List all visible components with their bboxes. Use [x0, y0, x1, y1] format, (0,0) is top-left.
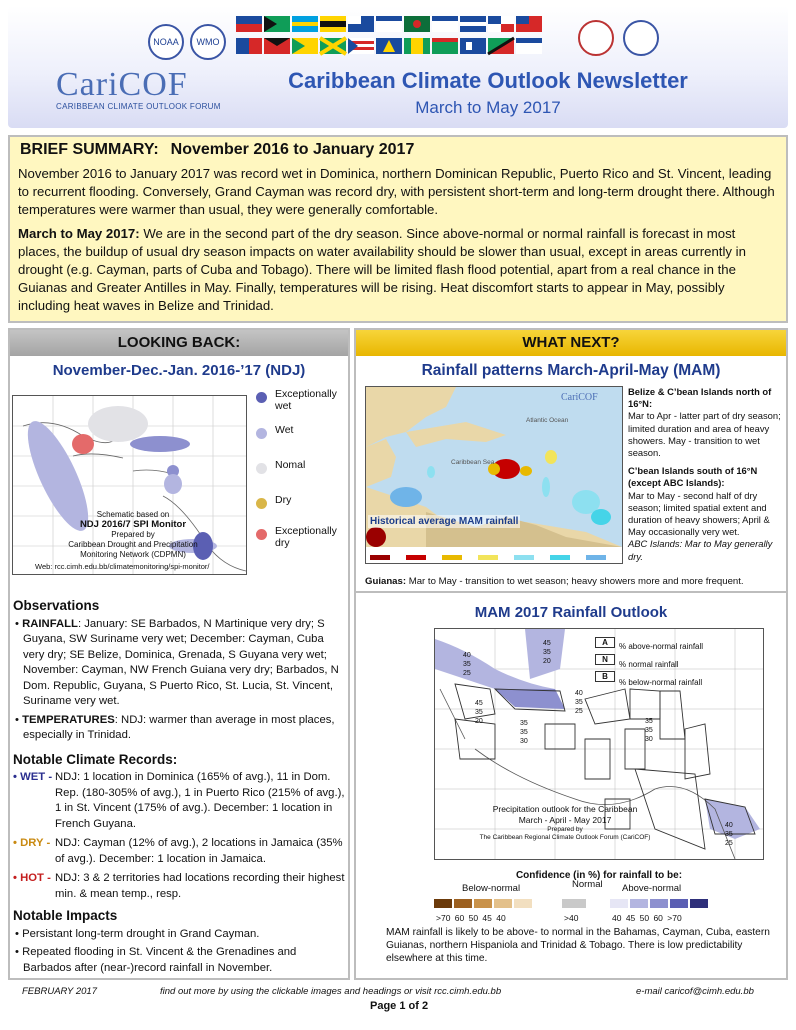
outlook-key-letters: A N B — [595, 637, 615, 682]
legend-normal: Nomal — [256, 459, 346, 474]
guianas-note: Guianas: Mar to May - transition to wet season; heavy showers more and more frequent. — [365, 576, 744, 587]
caribbean-flags-banner — [236, 16, 566, 64]
region-probabilities: 40 35 25 — [725, 822, 733, 847]
south-16-text: Mar to May - second half of dry season; limited spatial extent and duration of heavy showers; April & May occasionally very wet. — [628, 489, 770, 538]
impacts-title: Notable Impacts — [13, 908, 118, 923]
north-16-heading: Belize & C’bean Islands north of 16°N: — [628, 386, 772, 410]
outlook-key-text: % above-normal rainfall % normal rainfall % below-normal rainfall — [619, 642, 704, 687]
observations-title: Observations — [13, 598, 100, 613]
north-16-text: Mar to Apr - latter part of dry season; limited duration and area of heavy showers. May - transition to wet season. — [628, 410, 781, 459]
region-probabilities: 40 35 25 — [463, 652, 471, 677]
region-probabilities: 35 35 30 — [520, 720, 528, 745]
legend-dry: Dry — [256, 494, 346, 509]
mam-outlook-title[interactable]: MAM 2017 Rainfall Outlook — [474, 604, 668, 621]
caricof-logo[interactable]: CariCOF CARIBBEAN CLIMATE OUTLOOK FORUM — [56, 66, 221, 111]
record-hot: • HOT - NDJ: 3 & 2 territories had locations recording their highest min. & mean temp., resp. — [13, 872, 345, 900]
wmo-logo[interactable]: WMO — [190, 24, 226, 60]
observation-temperatures: • TEMPERATURES: NDJ: warmer than average in most places, especially in Trinidad. — [15, 713, 335, 741]
header-banner — [8, 6, 788, 128]
ndj-map-caption: Schematic based on NDJ 2016/7 SPI Monitor Prepared by Caribbean Drought and Precipitation Monitoring Network (CDPMN) — [68, 510, 198, 559]
region-probabilities: 45 35 20 — [543, 640, 551, 665]
ndj-legend — [256, 388, 346, 561]
historical-map-colorbar — [366, 547, 622, 563]
region-probabilities: 45 35 20 — [475, 700, 483, 725]
historical-map-label: Historical average MAM rainfall — [370, 516, 519, 527]
record-wet: • WET - NDJ: 1 location in Dominica (165% of avg.), 11 in Dom. Rep. (180-305% of avg.), 1 in Puerto Rico (215% of avg.), 1 in St. Vincent (175% of avg.). December: 1 location in French Guyana. — [13, 771, 345, 830]
summary-paragraph-1: November 2016 to January 2017 was record wet in Dominica, northern Dominican Republic, Puerto Rico and St. Vincent, leading to recurrent flooding. Conversely, Grand Cayman was record dry, with persistent short-term and long-term drought there. Although temperatures were warmer than usual, they were generally comfortable. — [18, 166, 775, 217]
confidence-legend: Confidence (in %) for rainfall to be: Below-normal Normal Above-normal >70 60 50 45 40 >40 40 45 50 60 >70 — [434, 870, 764, 925]
noaa-logo[interactable]: NOAA — [148, 24, 184, 60]
summary-paragraph-2: March to May 2017: We are in the second part of the dry season. Since above-normal or normal rainfall is forecast in most places, the buildup of usual dry season impacts on water availability should be slower than usual, except in areas currently in drought (e.g. Cayman, parts of Cuba and Tobago). There will be limited flash flood potential, apart from a real chance in the Guianas and Greater Antilles in May. Finally, temperatures will be rising. Heat discomfort starts to appear in May, possibly including heat waves in Belize and Trinidad. — [18, 226, 746, 313]
outlook-map-caption: Precipitation outlook for the Caribbean March - April - May 2017 Prepared by The Caribbean Regional Climate Outlook Forum (CariCOF) — [479, 804, 651, 841]
right-divider — [356, 591, 786, 593]
ndj-schematic-map[interactable] — [12, 395, 247, 575]
spi-monitor-link[interactable]: Web: rcc.cimh.edu.bb/climatemonitoring/spi-monitor/ — [35, 562, 210, 571]
caricof-map-brand: CariCOF — [561, 392, 598, 403]
page-number: Page 1 of 2 — [370, 1000, 429, 1012]
abc-islands-text: ABC Islands: Mar to May generally dry. — [628, 538, 773, 562]
legend-exceptionally-dry: Exceptionally dry — [256, 525, 346, 549]
mam-outlook-map[interactable] — [434, 628, 764, 860]
confidence-colorbar — [434, 897, 764, 911]
impact-item: • Repeated flooding in St. Vincent & the Grenadines and Barbados after (near-)record rainfall in November. — [15, 946, 297, 974]
region-probabilities: 35 35 30 — [645, 718, 653, 743]
partner-logos — [148, 20, 226, 64]
observations-section — [13, 598, 347, 979]
record-dry: • DRY - NDJ: Cayman (12% of avg.), 2 locations in Jamaica (35% of avg.). December: 1 location in Jamaica. — [13, 837, 343, 865]
impact-item: • Persistant long-term drought in Grand Cayman. — [15, 927, 260, 940]
brief-summary-box — [8, 135, 788, 323]
newsletter-title: Caribbean Climate Outlook Newsletter — [288, 68, 688, 93]
outlook-summary-text: MAM rainfall is likely to be above- to normal in the Bahamas, Cayman, Cuba, eastern Guianas, northern Hispaniola and Trinidad & Tobago. There is low predictability elsewhere at this time. — [386, 927, 770, 964]
observation-rainfall: • RAINFALL: January: SE Barbados, N Martinique very dry; S Guyana, SW Suriname very wet; December: Cayman, Cuba very dry; SE Belize, Dominica, Grenada, S Guyana very wet; November: Cayman, NW French Guiana very dry; Barbados, N Dom. Republic, Guyana, S Puerto Rico, St. Lucia, St. Vincent, Suriname very wet. — [15, 617, 339, 707]
caribbean-sea-label: Caribbean Sea — [451, 459, 495, 466]
region-probabilities: 40 35 25 — [575, 690, 583, 715]
footer-email[interactable]: e-mail caricof@cimh.edu.bb — [636, 986, 754, 997]
historical-mam-rainfall-map[interactable] — [365, 386, 623, 564]
newsletter-subtitle: March to May 2017 — [415, 98, 561, 117]
looking-back-bar: LOOKING BACK: — [10, 330, 348, 356]
legend-wet: Wet — [256, 424, 346, 439]
mam-patterns-title[interactable]: Rainfall patterns March-April-May (MAM) — [421, 362, 721, 379]
footer-date: FEBRUARY 2017 — [22, 986, 97, 997]
south-16-heading: C’bean Islands south of 16°N (except ABC Islands): — [628, 465, 758, 489]
historical-map-graphic — [366, 387, 622, 563]
records-title: Notable Climate Records: — [13, 751, 178, 767]
summary-heading: BRIEF SUMMARY: November 2016 to January 2017 — [20, 141, 415, 158]
ndj-title[interactable]: November-Dec.-Jan. 2016-’17 (NDJ) — [52, 362, 306, 379]
legend-exceptionally-wet: Exceptionally wet — [256, 388, 346, 412]
atlantic-ocean-label: Atlantic Ocean — [526, 417, 569, 424]
footer-more-link[interactable]: find out more by using the clickable images and headings or visit rcc.cimh.edu.bb — [160, 986, 502, 997]
mam-patterns-notes — [628, 386, 788, 563]
partner-emblem-2[interactable] — [623, 20, 659, 56]
partner-emblem-1[interactable] — [578, 20, 614, 56]
what-next-bar: WHAT NEXT? — [356, 330, 786, 356]
